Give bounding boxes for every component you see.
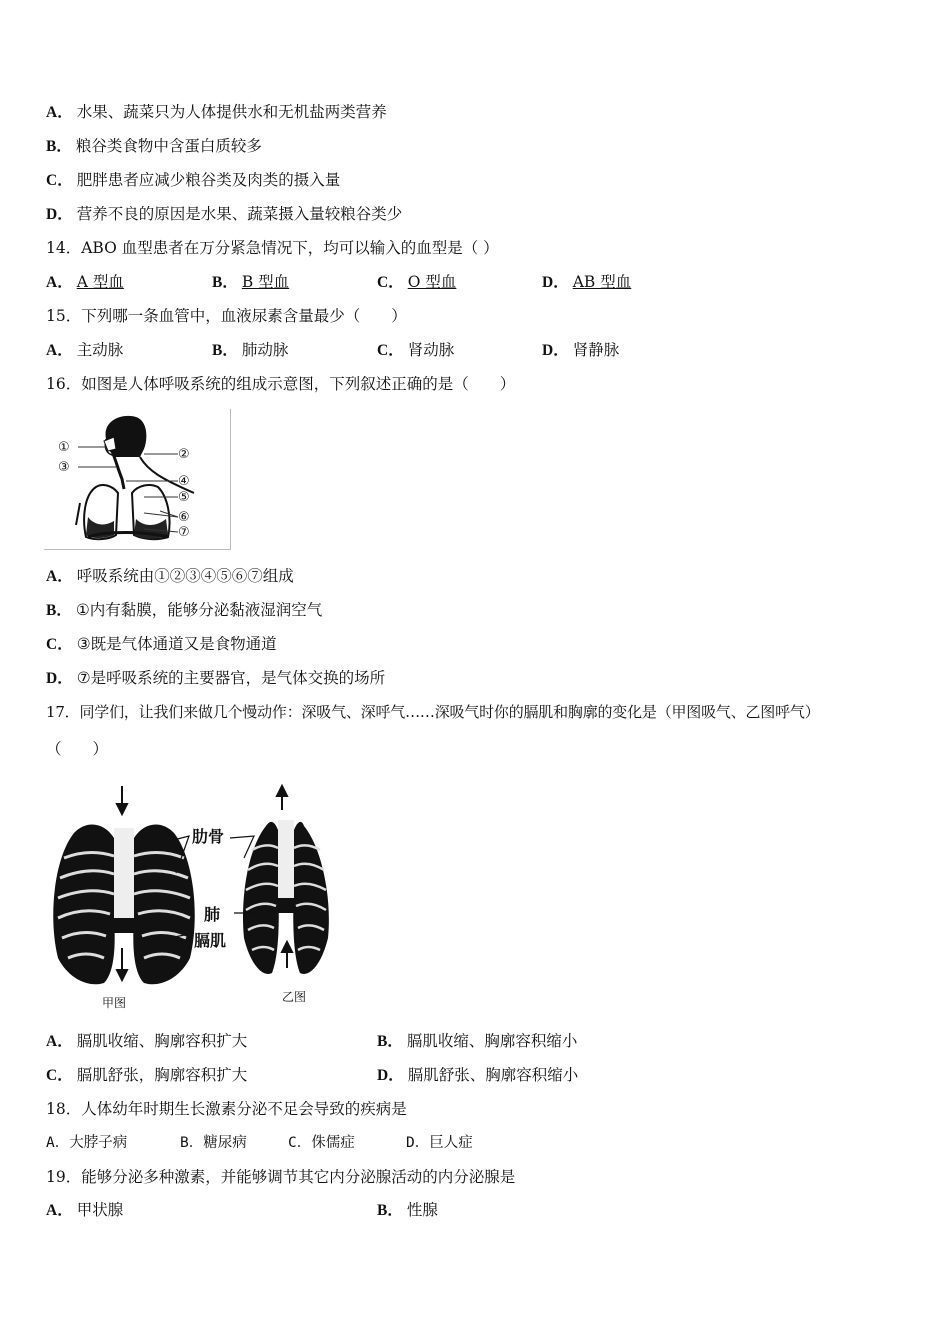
option-label: B． — [46, 138, 72, 155]
figure-label-3: ③ — [58, 460, 70, 475]
q18-option-d — [406, 1133, 473, 1153]
option-text: AB 型血 — [572, 273, 632, 291]
option-text: 甲状腺 — [76, 1201, 124, 1219]
caption-jia: 甲图 — [102, 996, 127, 1010]
q18-stem: 18．人体幼年时期生长激素分泌不足会导致的疾病是 — [46, 1100, 407, 1118]
q15-option-c — [377, 340, 454, 361]
thorax-figure — [44, 778, 344, 1013]
option-text: 肥胖患者应减少粮谷类及肉类的摄入量 — [76, 171, 341, 189]
q15-option-b — [212, 340, 288, 361]
lung-label: 肺 — [204, 905, 221, 924]
option-text: 巨人症 — [429, 1135, 473, 1151]
q16-option-a — [46, 566, 294, 587]
option-label: D． — [46, 670, 73, 687]
right-ribcage — [243, 786, 329, 974]
diaphragm-label: 膈肌 — [194, 931, 227, 950]
option-text: 侏儒症 — [311, 1135, 355, 1151]
q15-option-d — [542, 340, 619, 361]
option-text: 肺动脉 — [241, 341, 289, 359]
figure-label-5: ⑤ — [178, 490, 190, 505]
q14-option-d — [542, 272, 631, 293]
figure-label-6: ⑥ — [178, 510, 190, 525]
option-label: D． — [406, 1135, 430, 1151]
option-text: 粮谷类食物中含蛋白质较多 — [75, 137, 262, 155]
option-label: A． — [46, 104, 73, 121]
figure-label-4: ④ — [178, 474, 190, 489]
q16-option-b — [46, 600, 322, 621]
option-text: 糖尿病 — [203, 1135, 247, 1151]
option-text: 肾动脉 — [407, 341, 455, 359]
option-label: D． — [377, 1067, 404, 1084]
respiratory-system-figure — [44, 409, 231, 550]
q14-option-b — [212, 272, 289, 293]
option-label: C． — [377, 342, 404, 359]
option-label: C． — [288, 1135, 312, 1151]
option-label: C． — [46, 636, 73, 653]
q18-option-c — [288, 1133, 355, 1153]
option-label: B． — [212, 342, 238, 359]
q15-option-a — [46, 340, 123, 361]
option-label: A． — [46, 1202, 73, 1219]
q19-stem: 19．能够分泌多种激素，并能够调节其它内分泌腺活动的内分泌腺是 — [46, 1168, 516, 1186]
q17-option-d — [377, 1065, 578, 1086]
option-label: A． — [46, 1135, 70, 1151]
q17-option-a — [46, 1031, 247, 1052]
figure-label-1: ① — [58, 440, 70, 455]
option-text: 膈肌舒张、胸廓容积缩小 — [407, 1066, 579, 1084]
option-label: B． — [46, 602, 72, 619]
q14-option-a — [46, 272, 124, 293]
q14-stem: 14．ABO 血型患者在万分紧急情况下，均可以输入的血型是（ ） — [46, 239, 499, 257]
q18-option-b — [180, 1133, 247, 1153]
option-label: A． — [46, 342, 73, 359]
option-text: 营养不良的原因是水果、蔬菜摄入量较粮谷类少 — [76, 205, 403, 223]
option-text: 膈肌舒张，胸廓容积扩大 — [76, 1066, 248, 1084]
ribs-label: 肋骨 — [192, 827, 225, 846]
option-text: O 型血 — [407, 273, 457, 291]
option-text: 膈肌收缩、胸廓容积缩小 — [406, 1032, 578, 1050]
q14-option-c — [377, 272, 456, 293]
q13-option-d — [46, 204, 402, 225]
option-label: D． — [542, 342, 569, 359]
q15-stem: 15．下列哪一条血管中，血液尿素含量最少（ ） — [46, 307, 407, 325]
option-label: C． — [377, 274, 404, 291]
left-ribcage — [53, 786, 195, 984]
option-text: B 型血 — [241, 273, 290, 291]
option-text: 膈肌收缩、胸廓容积扩大 — [76, 1032, 248, 1050]
option-text: 性腺 — [406, 1201, 438, 1219]
q17-stem-tail: （ ） — [46, 740, 109, 758]
q16-stem: 16．如图是人体呼吸系统的组成示意图，下列叙述正确的是（ ） — [46, 375, 516, 393]
option-label: B． — [377, 1033, 403, 1050]
option-text: 水果、蔬菜只为人体提供水和无机盐两类营养 — [76, 103, 387, 121]
q16-option-c — [46, 634, 277, 655]
option-label: A． — [46, 1033, 73, 1050]
q13-option-c — [46, 170, 340, 191]
q19-option-a — [46, 1200, 123, 1221]
option-text: 肾静脉 — [572, 341, 620, 359]
q17-option-c — [46, 1065, 247, 1086]
option-text: 呼吸系统由①②③④⑤⑥⑦组成 — [76, 567, 294, 585]
option-label: B． — [377, 1202, 403, 1219]
option-label: A． — [46, 568, 73, 585]
option-label: D． — [46, 206, 73, 223]
q17-stem: 17．同学们，让我们来做几个慢动作：深吸气、深呼气……深吸气时你的膈肌和胸廓的变化是（甲图吸气、乙图呼气） — [46, 703, 820, 721]
q18-option-a — [46, 1133, 127, 1153]
figure-label-7: ⑦ — [178, 525, 190, 540]
option-text: A 型血 — [76, 273, 124, 291]
option-label: C． — [46, 172, 73, 189]
q16-option-d — [46, 668, 385, 689]
option-label: C． — [46, 1067, 73, 1084]
option-text: ①内有黏膜，能够分泌黏液湿润空气 — [75, 601, 323, 619]
option-text: 主动脉 — [76, 341, 124, 359]
q19-option-b — [377, 1200, 438, 1221]
q13-option-a — [46, 102, 387, 123]
figure-label-2: ② — [178, 447, 190, 462]
q17-option-b — [377, 1031, 577, 1052]
option-text: ⑦是呼吸系统的主要器官，是气体交换的场所 — [76, 669, 386, 687]
option-label: A． — [46, 274, 73, 291]
option-text: 大脖子病 — [69, 1135, 128, 1151]
option-text: ③既是气体通道又是食物通道 — [76, 635, 277, 653]
caption-yi: 乙图 — [282, 990, 307, 1004]
option-label: B． — [180, 1135, 204, 1151]
respiratory-system-diagram — [44, 409, 230, 549]
thorax-diagram — [44, 778, 344, 1013]
q13-option-b — [46, 136, 262, 157]
option-label: D． — [542, 274, 569, 291]
option-label: B． — [212, 274, 238, 291]
